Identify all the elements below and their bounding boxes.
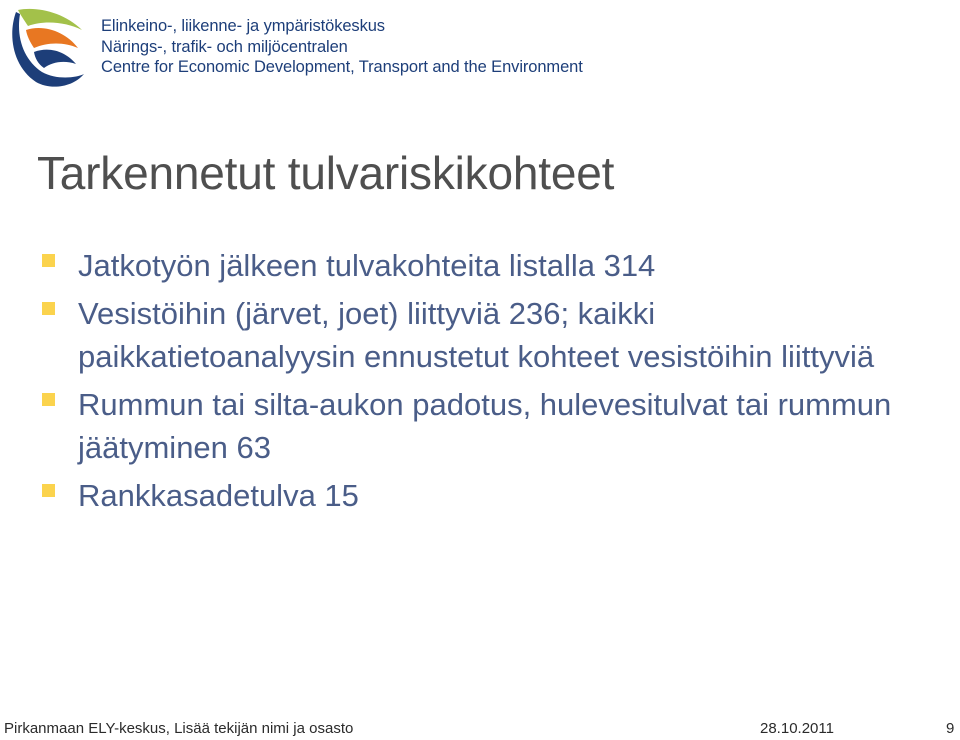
square-bullet-icon <box>42 302 55 315</box>
square-bullet-icon <box>42 254 55 267</box>
bullet-item <box>40 244 940 288</box>
org-names <box>101 16 583 78</box>
square-bullet-icon <box>42 393 55 406</box>
footer-organization: Pirkanmaan ELY-keskus, Lisää tekijän nimi ja osasto <box>4 720 354 737</box>
bullet-text: Vesistöihin (järvet, joet) liittyviä 236; kaikki paikkatietoanalyysin ennustetut kohteet vesistöihin liittyviä <box>78 295 875 374</box>
slide-title: Tarkennetut tulvariskikohteet <box>37 147 615 199</box>
bullet-item <box>40 383 940 470</box>
bullet-item <box>40 474 940 518</box>
footer-date: 28.10.2011 <box>760 720 834 737</box>
bullet-text: Jatkotyön jälkeen tulvakohteita listalla 314 <box>78 248 656 283</box>
bullet-item <box>40 292 940 379</box>
bullet-text: Rummun tai silta-aukon padotus, hulevesitulvat tai rummun jäätyminen 63 <box>78 386 892 465</box>
square-bullet-icon <box>42 484 55 497</box>
page-number: 9 <box>946 720 955 737</box>
org-name-fi: Elinkeino-, liikenne- ja ympäristökeskus <box>101 17 385 35</box>
bullet-list <box>40 244 940 521</box>
bullet-text: Rankkasadetulva 15 <box>78 477 359 513</box>
org-name-sv: Närings-, trafik- och miljöcentralen <box>101 37 348 56</box>
ely-centre-logo-icon <box>6 4 88 88</box>
org-name-en: Centre for Economic Development, Transport and the Environment <box>101 58 583 76</box>
